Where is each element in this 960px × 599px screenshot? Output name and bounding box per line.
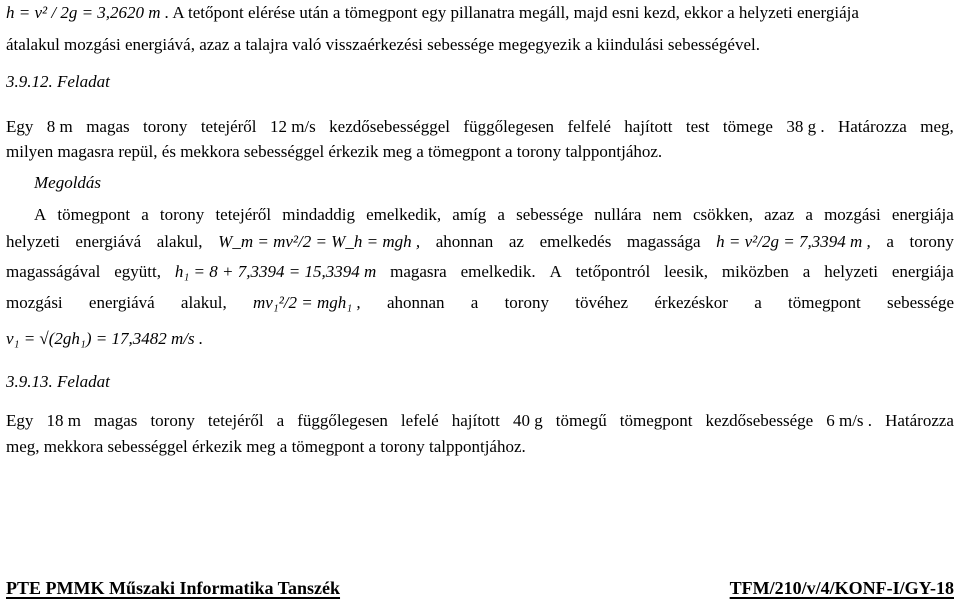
solution-line-2	[6, 232, 954, 252]
word: a	[802, 262, 811, 281]
word: 6 m/s .	[826, 411, 873, 430]
word: sebessége	[886, 293, 954, 312]
solution-line-3	[6, 262, 954, 282]
word: tetőpontról	[575, 262, 651, 281]
word: tömegpont	[619, 411, 693, 430]
word: azaz	[764, 205, 795, 224]
word: tömegpont	[57, 205, 131, 224]
intro-formula: h = v² / 2g = 3,2620 m .	[6, 3, 170, 22]
footer-document-code: TFM/210/v/4/KONF-I/GY-18	[729, 578, 954, 598]
word: torony	[504, 293, 549, 312]
word: torony	[909, 232, 954, 251]
word: ahonnan	[435, 232, 494, 251]
word: a	[276, 411, 285, 430]
energy-balance-formula: mv₁²/2 = mgh₁ ,	[252, 293, 361, 312]
word: amíg	[452, 205, 487, 224]
velocity-formula: v₁ = √(2gh₁) = 17,3482 m/s .	[6, 329, 204, 348]
word: Határozza	[837, 117, 907, 136]
word: tövéhez	[575, 293, 629, 312]
heading-3-9-12: 3.9.12. Feladat	[6, 72, 110, 91]
word: a	[470, 293, 479, 312]
word: magasra	[390, 262, 447, 281]
word: mindaddig	[282, 205, 355, 224]
word: nullára	[594, 205, 642, 224]
word: tömege	[722, 117, 773, 136]
word: 12 m/s	[269, 117, 316, 136]
solution-label: Megoldás	[34, 173, 102, 192]
solution-line-4	[6, 293, 954, 313]
word: magas	[86, 117, 130, 136]
word: magasságával	[6, 262, 101, 281]
word: Egy	[6, 411, 34, 430]
word: magassága	[626, 232, 701, 251]
word: kezdősebességgel	[329, 117, 450, 136]
word: miközben	[721, 262, 789, 281]
word: függőlegesen	[297, 411, 388, 430]
page-footer	[6, 578, 954, 598]
word: lefelé	[400, 411, 439, 430]
word: energiája	[891, 262, 954, 281]
word: emelkedik,	[366, 205, 442, 224]
word: emelkedik.	[460, 262, 536, 281]
intro-line-1	[6, 3, 954, 23]
word: test	[685, 117, 710, 136]
problem-3-9-13-line-1	[6, 411, 954, 431]
word: alakul,	[156, 232, 203, 251]
word: tömegpont	[788, 293, 861, 312]
word: leesik,	[664, 262, 709, 281]
word: a	[805, 205, 813, 224]
word: kezdősebessége	[705, 411, 814, 430]
word: tetejéről	[207, 411, 264, 430]
word: hajított	[451, 411, 500, 430]
word: A	[34, 205, 47, 224]
word: A	[549, 262, 562, 281]
word: tömegű	[555, 411, 607, 430]
word: 18 m	[46, 411, 81, 430]
word: 40 g	[512, 411, 543, 430]
word: csökken,	[692, 205, 753, 224]
word: mozgási	[6, 293, 63, 312]
height-formula: h = v²/2g = 7,3394 m ,	[716, 232, 871, 251]
total-height-formula: h₁ = 8 + 7,3394 = 15,3394 m	[174, 262, 377, 281]
intro-text-1: A tetőpont elérése után a tömegpont egy pillanatra megáll, majd esni kezd, ekkor a helyzeti energiája	[172, 3, 859, 22]
word: tetejéről	[215, 205, 272, 224]
word: alakul,	[180, 293, 227, 312]
word: meg,	[920, 117, 954, 136]
word: sebessége	[516, 205, 584, 224]
word: helyzeti	[6, 232, 60, 251]
word: magas	[93, 411, 138, 430]
problem-3-9-13-line-2: meg, mekkora sebességgel érkezik meg a tömegpont a torony talppontjához.	[6, 437, 526, 456]
word: energiává	[75, 232, 142, 251]
word: mozgási	[824, 205, 881, 224]
solution-line-1	[34, 205, 954, 225]
word: a	[754, 293, 762, 312]
word: nem	[652, 205, 682, 224]
word: energiává	[88, 293, 155, 312]
word: Határozza	[885, 411, 954, 430]
word: helyzeti	[824, 262, 879, 281]
word: torony	[143, 117, 188, 136]
word: tetejéről	[200, 117, 257, 136]
word: 8 m	[46, 117, 73, 136]
problem-3-9-12-line-2: milyen magasra repül, és mekkora sebességgel érkezik meg a tömegpont a torony talppontjához.	[6, 142, 663, 161]
word: energiája	[891, 205, 954, 224]
word: hajított	[624, 117, 673, 136]
word: torony	[159, 205, 205, 224]
word: függőlegesen	[463, 117, 555, 136]
word: érkezéskor	[654, 293, 728, 312]
word: ahonnan	[386, 293, 445, 312]
problem-3-9-12-line-1	[6, 117, 954, 137]
word: felfelé	[567, 117, 611, 136]
work-energy-formula: W_m = mv²/2 = W_h = mgh ,	[218, 232, 421, 251]
word: emelkedés	[539, 232, 612, 251]
word: a	[886, 232, 894, 251]
word: együtt,	[114, 262, 162, 281]
footer-department: PTE PMMK Műszaki Informatika Tanszék	[6, 578, 341, 598]
word: a	[497, 205, 505, 224]
word: torony	[150, 411, 195, 430]
intro-line-2: átalakul mozgási energiává, azaz a talajra való visszaérkezési sebessége megegyezik a kiindulási sebességével.	[6, 35, 760, 54]
word: az	[508, 232, 524, 251]
solution-line-5	[6, 329, 954, 349]
word: Egy	[6, 117, 34, 136]
word: 38 g .	[786, 117, 825, 136]
word: a	[141, 205, 149, 224]
heading-3-9-13: 3.9.13. Feladat	[6, 372, 110, 391]
